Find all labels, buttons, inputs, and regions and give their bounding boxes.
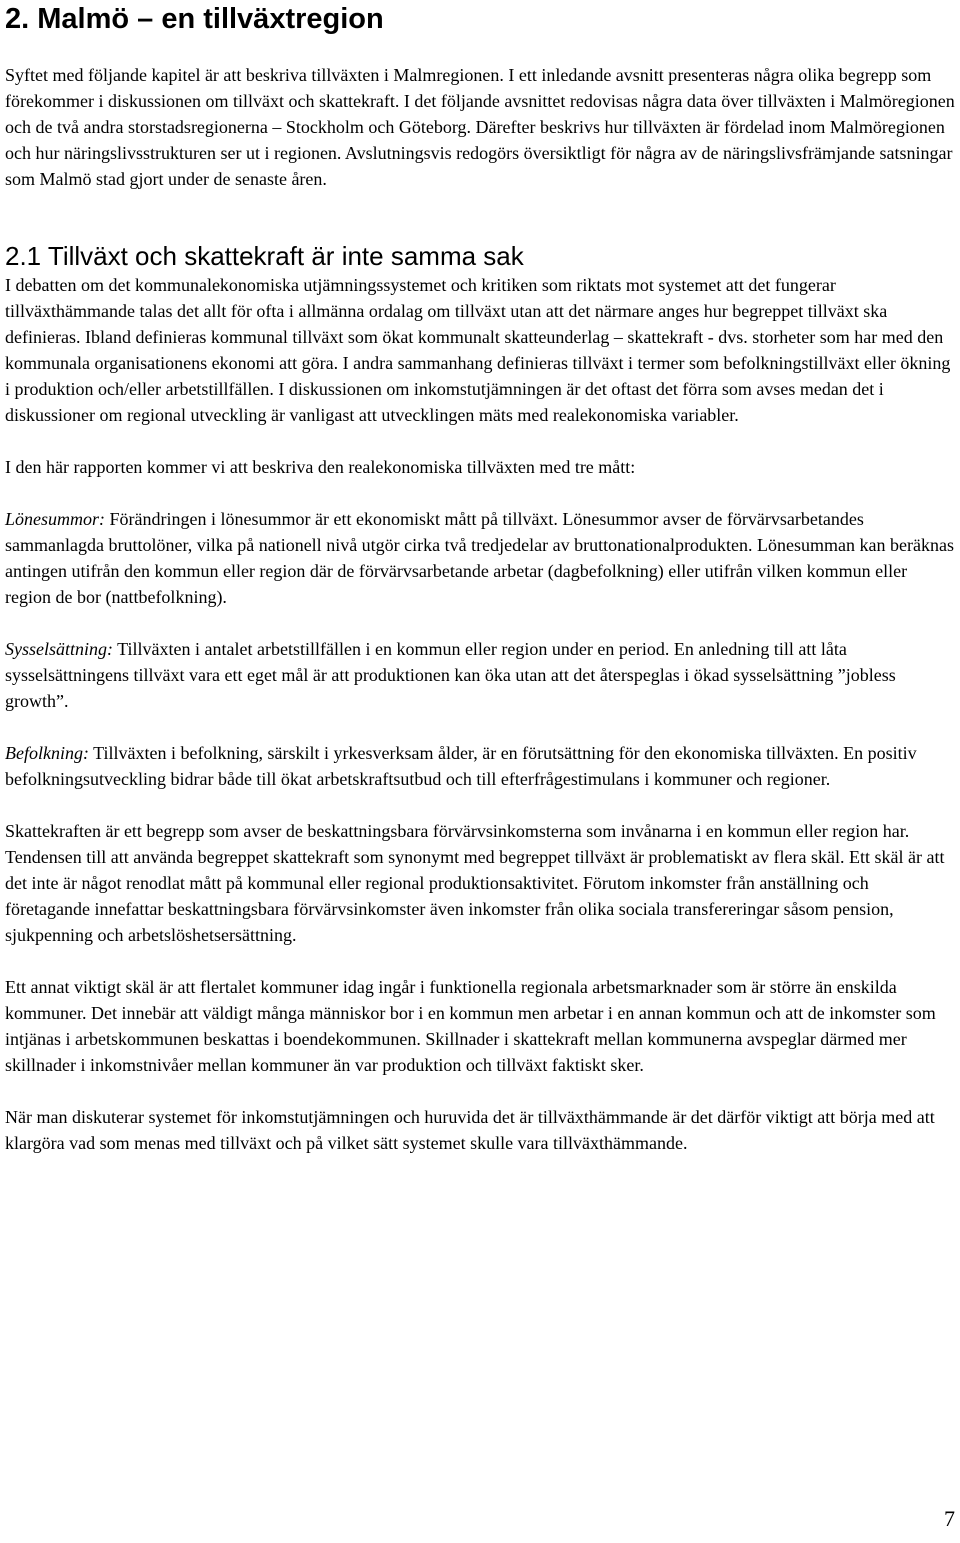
- paragraph-lonesummor: [5, 506, 955, 610]
- term-lonesummor: Lönesummor:: [5, 509, 106, 529]
- paragraph-conclusion: När man diskuterar systemet för inkomstutjämningen och huruvida det är tillväxthämmande är det därför viktigt att börja med att klargöra vad som menas med tillväxt och på vilket sätt systemet skulle vara tillväxthämmande.: [5, 1107, 935, 1153]
- section-heading: 2.1 Tillväxt och skattekraft är inte samma sak: [5, 241, 524, 271]
- page-number: 7: [944, 1506, 955, 1531]
- term-befolkning: Befolkning:: [5, 743, 89, 763]
- term-sysselsattning: Sysselsättning:: [5, 639, 113, 659]
- intro-paragraph: Syftet med följande kapitel är att beskriva tillväxten i Malmregionen. I ett inledande avsnitt presenteras några olika begrepp som förekommer i diskussionen om tillväxt och skattekraft. I det följande avsnittet redovisas några data över tillväxten i Malmöregionen och de två andra storstadsregionerna – Stockholm och Göteborg. Därefter beskrivs hur tillväxten är fördelad inom Malmöregionen och hur näringslivsstrukturen ser ut i regionen. Avslutningsvis redogörs översiktligt för några av de näringslivsfrämjande satsningar som Malmö stad gjort under de senaste åren.: [5, 65, 955, 189]
- paragraph-skattekraft: Skattekraften är ett begrepp som avser de beskattningsbara förvärvsinkomsterna som invånarna i en kommun eller region har. Tendensen till att använda begreppet skattekraft som synonymt med begreppet tillväxt är problematiskt av flera skäl. Ett skäl är att det inte är något renodlat mått på kommunal eller regional produktionsaktivitet. Förutom inkomster från anställning och företagande innefattar beskattningsbara förvärvsinkomster även inkomster från olika sociala transfereringar såsom pension, sjukpenning och arbetslöshetsersättning.: [5, 821, 945, 945]
- paragraph-regional-markets: Ett annat viktigt skäl är att flertalet kommuner idag ingår i funktionella regionala arbetsmarknader som är större än enskilda kommuner. Det innebär att väldigt många människor bor i en kommun men arbetar i en annan kommun och att de inkomster som intjänas i arbetskommunen beskattas i boendekommunen. Skillnader i skattekraft mellan kommunerna avspeglar därmed mer skillnader i inkomstnivåer mellan kommuner än var produktion och tillväxt faktiskt sker.: [5, 977, 936, 1075]
- paragraph-debate: I debatten om det kommunalekonomiska utjämningssystemet och kritiken som riktats mot systemet att det fungerar tillväxthämmande talas det allt för ofta i allmänna ordalag om tillväxt utan att det närmare anges hur begreppet tillväxt ska definieras. Ibland definieras kommunal tillväxt som ökat kommunalt skatteunderlag – skattekraft - dvs. storheter som har med den kommunala organisationens ekonomi att göra. I andra sammanhang definieras tillväxt i termer som befolkningstillväxt eller ökning i produktion och/eller arbetstillfällen. I diskussionen om inkomstutjämningen är det oftast det förra som avses medan det i diskussioner om regional utveckling är vanligast att utvecklingen mäts med realekonomiska variabler.: [5, 275, 951, 425]
- paragraph-sysselsattning: [5, 636, 955, 714]
- text-sysselsattning: Tillväxten i antalet arbetstillfällen i en kommun eller region under en period. En anledning till att låta sysselsättningens tillväxt vara ett eget mål är att produktionen kan öka utan att det återspeglas i ökad sysselsättning ”jobless growth”.: [5, 639, 896, 711]
- document-page: [5, 0, 955, 1156]
- chapter-heading: 2. Malmö – en tillväxtregion: [5, 3, 384, 35]
- paragraph-measures-intro: I den här rapporten kommer vi att beskriva den realekonomiska tillväxten med tre mått:: [5, 457, 636, 477]
- paragraph-befolkning: [5, 740, 955, 792]
- text-lonesummor: Förändringen i lönesummor är ett ekonomiskt mått på tillväxt. Lönesummor avser de förvärvsarbetandes sammanlagda bruttolöner, vilka på nationell nivå utgör cirka två tredjedelar av bruttonationalprodukten. Lönesumman kan beräknas antingen utifrån den kommun eller region där de förvärvsarbetande arbetar (dagbefolkning) eller utifrån vilken kommun eller region de bor (nattbefolkning).: [5, 509, 954, 607]
- text-befolkning: Tillväxten i befolkning, särskilt i yrkesverksam ålder, är en förutsättning för den ekonomiska tillväxten. En positiv befolkningsutveckling bidrar både till ökat arbetskraftsutbud och till efterfrågestimulans i kommuner och regioner.: [5, 743, 917, 789]
